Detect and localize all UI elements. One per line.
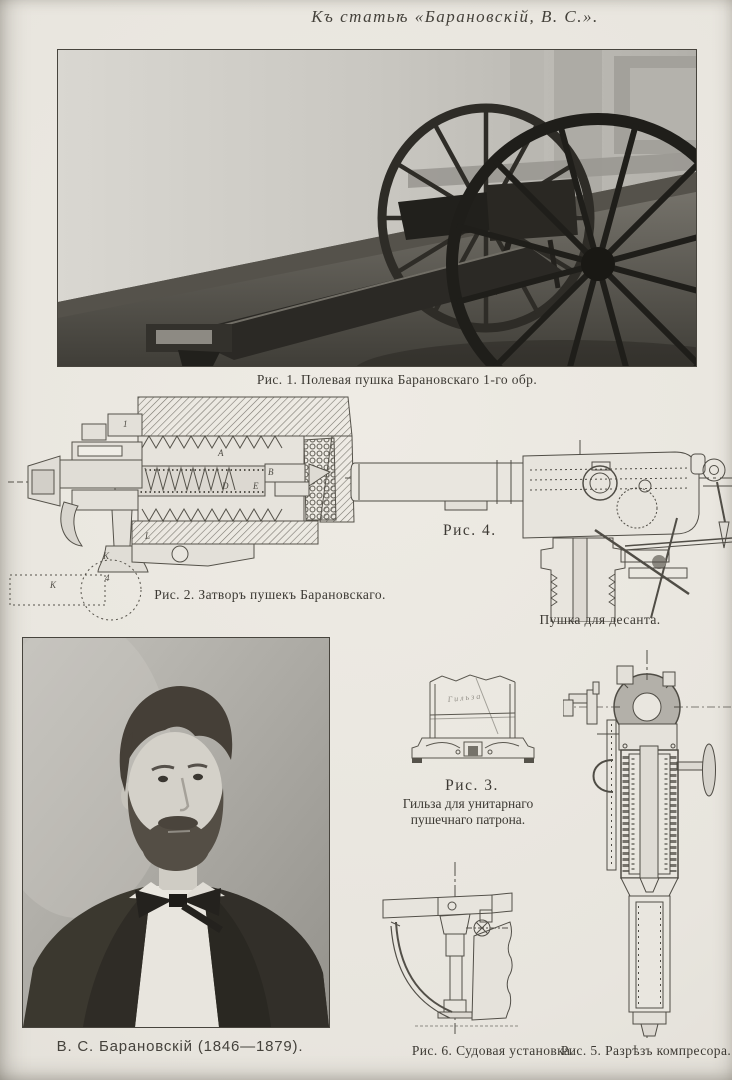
figure-4-label: Рис. 4. <box>443 522 497 539</box>
figure-3-caption-line1: Гильза для унитарнаго <box>402 796 534 811</box>
figure-5-drawing <box>563 650 731 1040</box>
fig2-part-label: 4 <box>105 573 110 583</box>
figure-5-caption: Рис. 5. Разрѣзъ компресора. <box>560 1043 732 1058</box>
portrait-photo <box>22 637 330 1028</box>
landing-gun-drawing <box>345 426 732 622</box>
baranovsky-portrait-illustration <box>23 638 329 1027</box>
fig2-part-label: К <box>103 551 109 561</box>
page-header-title: Къ статьѣ «Барановскій, В. С.». <box>311 7 599 26</box>
figure-3-caption <box>368 796 568 827</box>
fig2-part-label: Е <box>253 481 259 491</box>
figure-1-photo <box>57 49 697 367</box>
figure-3-caption-line2: пушечнаго патрона. <box>410 811 526 827</box>
fig2-part-label: 1 <box>123 419 128 429</box>
figure-4-caption: Пушка для десанта. <box>539 612 661 627</box>
ship-mount-drawing <box>360 862 555 1034</box>
fig2-part-label: К <box>50 580 56 590</box>
figure-2-caption: Рис. 2. Затворъ пушекъ Барановскаго. <box>154 587 386 602</box>
cartridge-case-drawing <box>400 668 555 768</box>
figure-1-caption: Рис. 1. Полевая пушка Барановскаго 1-го обр. <box>256 372 538 387</box>
fig3-inner-label: Гильза <box>447 691 483 704</box>
figure-3-label: Рис. 3. <box>445 777 499 794</box>
fig2-part-label: D <box>222 481 229 491</box>
field-gun-photo-illustration <box>58 50 696 366</box>
compressor-section-drawing <box>563 650 731 1040</box>
fig2-part-label: А <box>218 448 224 458</box>
figure-3-drawing <box>400 668 555 768</box>
figure-6-drawing <box>360 862 555 1034</box>
figure-6-caption: Рис. 6. Судовая установка. <box>411 1043 575 1058</box>
fig2-part-label: В <box>268 467 274 477</box>
fig2-part-label: L <box>145 531 151 541</box>
portrait-caption: В. С. Барановскій (1846—1879). <box>56 1038 304 1055</box>
figure-4-drawing <box>345 426 732 622</box>
